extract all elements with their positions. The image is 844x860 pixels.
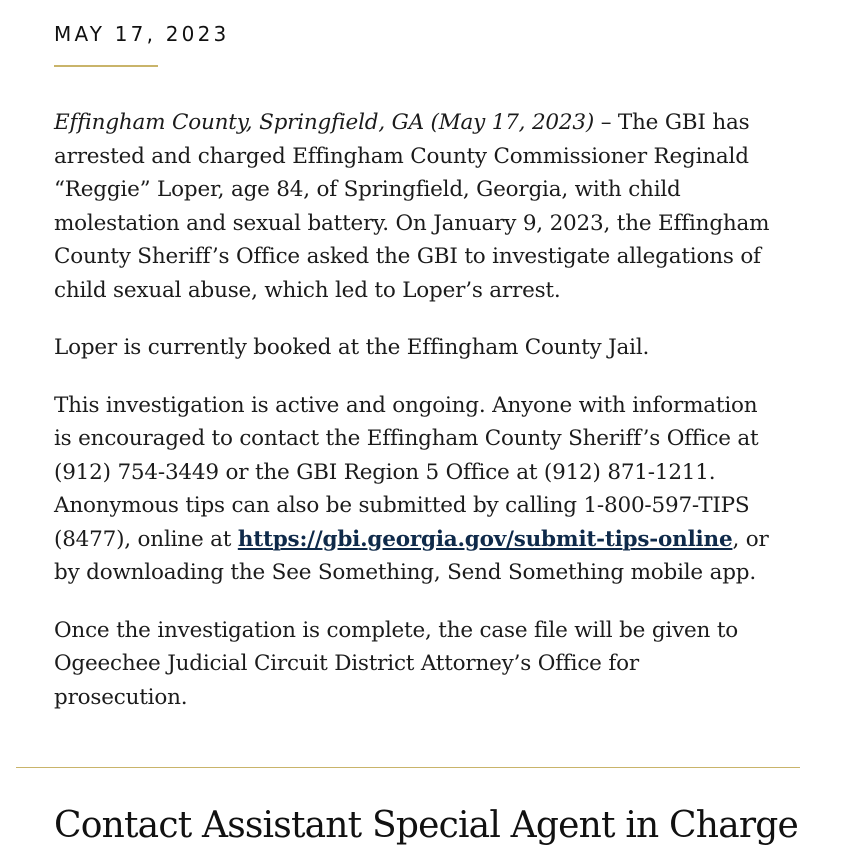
submit-tips-online-link[interactable]: https://gbi.georgia.gov/submit-tips-online [237, 526, 733, 552]
paragraph-booking: Loper is currently booked at the Effingham County Jail. [54, 335, 650, 360]
paragraph-arrest-details [54, 106, 770, 307]
contact-heading: Contact Assistant Special Agent in Charge [54, 805, 799, 846]
tips-text-after-link: , or by downloading the See Something, Send Something mobile app. [54, 526, 769, 585]
section-divider [16, 767, 800, 768]
dateline: Effingham County, Springfield, GA (May 17, 2023) [54, 110, 595, 135]
date-divider [54, 65, 158, 67]
publication-date: MAY 17, 2023 [54, 22, 230, 46]
article-body [54, 106, 770, 738]
paragraph-arrest-text: – The GBI has arrested and charged Effingham County Commissioner Reginald “Reggie” Loper, age 84, of Springfield, Georgia, with child molestation and sexual battery. On January 9, 2023, the Effingham County Sheriff’s Office asked the GBI to investigate allegations of child sexual abuse, which led to Loper’s arrest. [54, 110, 770, 303]
paragraph-tips [54, 389, 770, 590]
tips-text-before-link: This investigation is active and ongoing. Anyone with information is encouraged to contact the Effingham County Sheriff’s Office at (912) 754-3449 or the GBI Region 5 Office at (912) 871-1211. Anonymous tips can also be submitted by calling 1-800-597-TIPS (8477), online at [54, 392, 759, 552]
paragraph-prosecution: Once the investigation is complete, the case file will be given to Ogeechee Judicial Circuit District Attorney’s Office for prosecution. [54, 617, 739, 710]
